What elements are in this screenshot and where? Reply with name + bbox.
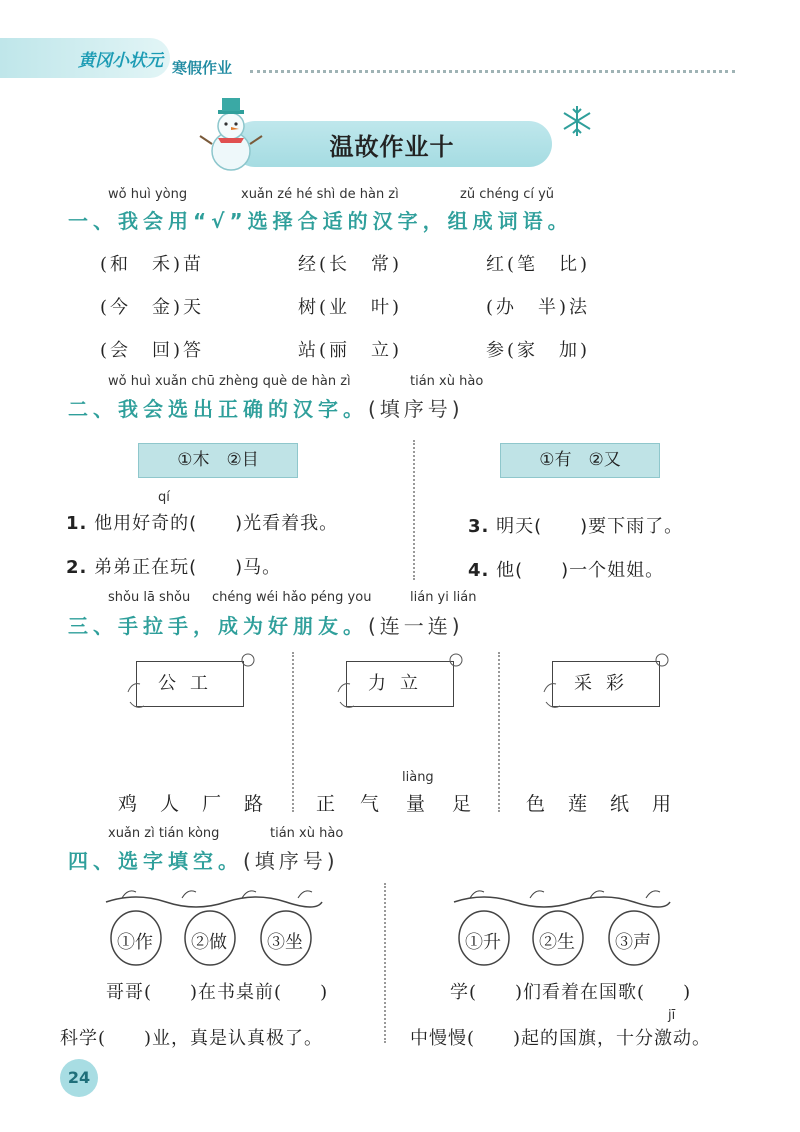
word-option[interactable]: 经(长 常)	[298, 254, 403, 275]
snowflake-icon	[560, 104, 594, 138]
page-title: 温故作业十	[329, 133, 455, 161]
char-option[interactable]: 用	[652, 793, 672, 815]
header-divider	[250, 70, 735, 73]
fill-line-right-1[interactable]: 学( )们看着在国歌( )	[450, 982, 692, 1003]
fruit-option[interactable]: ②生	[539, 932, 575, 953]
pinyin-lian-yi-lian: lián yi lián	[410, 590, 477, 605]
column-divider	[384, 883, 386, 1043]
char-option[interactable]: 厂	[202, 793, 222, 815]
fruit-option[interactable]: ②做	[191, 932, 227, 953]
word-card-3[interactable]: 采彩	[552, 661, 660, 707]
fill-line-right-2[interactable]: 中慢慢( )起的国旗，十分激动。	[410, 1028, 712, 1049]
pinyin-ji: jī	[668, 1008, 676, 1023]
fruit-option[interactable]: ③坐	[267, 932, 303, 953]
pinyin-tian-xu-hao: tián xù hào	[270, 826, 344, 841]
flower-vine-icon	[536, 652, 676, 722]
column-divider	[498, 652, 500, 812]
section4-heading: 四、选字填空。(填序号)	[68, 849, 339, 873]
word-option[interactable]: (会 回)答	[100, 340, 205, 361]
pinyin-zu-cheng: zǔ chéng cí yǔ	[460, 187, 555, 202]
sentence-1[interactable]: 1. 他用好奇的( )光看着我。	[66, 513, 339, 534]
options-box-left: ①木 ②目	[138, 443, 298, 478]
fruit-option[interactable]: ①作	[117, 932, 153, 953]
pinyin-shou-la-shou: shǒu lā shǒu	[108, 590, 191, 605]
snowman-icon	[196, 96, 266, 172]
char-option[interactable]: 色	[526, 793, 546, 815]
fill-line-left-1[interactable]: 哥哥( )在书桌前( )	[106, 982, 329, 1003]
options-box-right: ①有 ②又	[500, 443, 660, 478]
word-option[interactable]: (办 半)法	[486, 297, 591, 318]
word-option[interactable]: 红(笔 比)	[486, 254, 591, 275]
char-option[interactable]: 路	[244, 793, 264, 815]
word-option[interactable]: 树(业 叶)	[298, 297, 403, 318]
fill-line-left-2[interactable]: 科学( )业，真是认真极了。	[60, 1028, 324, 1049]
column-divider	[413, 440, 415, 580]
char-option[interactable]: 人	[160, 793, 180, 815]
sentence-2[interactable]: 2. 弟弟正在玩( )马。	[66, 557, 282, 578]
pinyin-liang: liàng	[402, 770, 434, 785]
pinyin-qi: qí	[158, 490, 170, 505]
word-option[interactable]: 站(丽 立)	[298, 340, 403, 361]
column-divider	[292, 652, 294, 812]
char-option[interactable]: 量	[406, 793, 426, 815]
sentence-4[interactable]: 4. 他( )一个姐姐。	[468, 560, 665, 581]
flower-vine-icon	[120, 652, 260, 722]
section3-heading: 三、手拉手，成为好朋友。(连一连)	[68, 614, 464, 638]
word-card-1[interactable]: 公工	[136, 661, 244, 707]
brand-logo: 黄冈小状元	[78, 51, 163, 71]
char-option[interactable]: 正	[316, 793, 336, 815]
sentence-3[interactable]: 3. 明天( )要下雨了。	[468, 516, 684, 537]
char-option[interactable]: 纸	[610, 793, 630, 815]
char-option[interactable]: 鸡	[118, 793, 138, 815]
char-option[interactable]: 足	[452, 793, 472, 815]
char-option[interactable]: 气	[360, 793, 380, 815]
word-option[interactable]: 参(家 加)	[486, 340, 591, 361]
pinyin-xuan-zi: xuǎn zì tián kòng	[108, 826, 220, 841]
pinyin-wo-hui-yong: wǒ huì yòng	[108, 187, 188, 202]
section1-heading: 一、我会用“√”选择合适的汉字，组成词语。	[68, 209, 573, 233]
pinyin-xuan-ze: xuǎn zé hé shì de hàn zì	[241, 187, 399, 202]
flower-vine-icon	[330, 652, 470, 722]
pinyin-section2: wǒ huì xuǎn chū zhèng què de hàn zì	[108, 374, 351, 389]
char-option[interactable]: 莲	[568, 793, 588, 815]
pinyin-tian-xu-hao: tián xù hào	[410, 374, 484, 389]
header-subtitle: 寒假作业	[172, 59, 233, 77]
page-number: 24	[67, 1068, 91, 1087]
fruit-option[interactable]: ③声	[615, 932, 651, 953]
pinyin-cheng-wei: chéng wéi hǎo péng you	[212, 590, 372, 605]
word-card-2[interactable]: 力立	[346, 661, 454, 707]
word-option[interactable]: (今 金)天	[100, 297, 205, 318]
word-option[interactable]: (和 禾)苗	[100, 254, 205, 275]
section2-heading: 二、我会选出正确的汉字。(填序号)	[68, 397, 464, 421]
fruit-option[interactable]: ①升	[465, 932, 501, 953]
